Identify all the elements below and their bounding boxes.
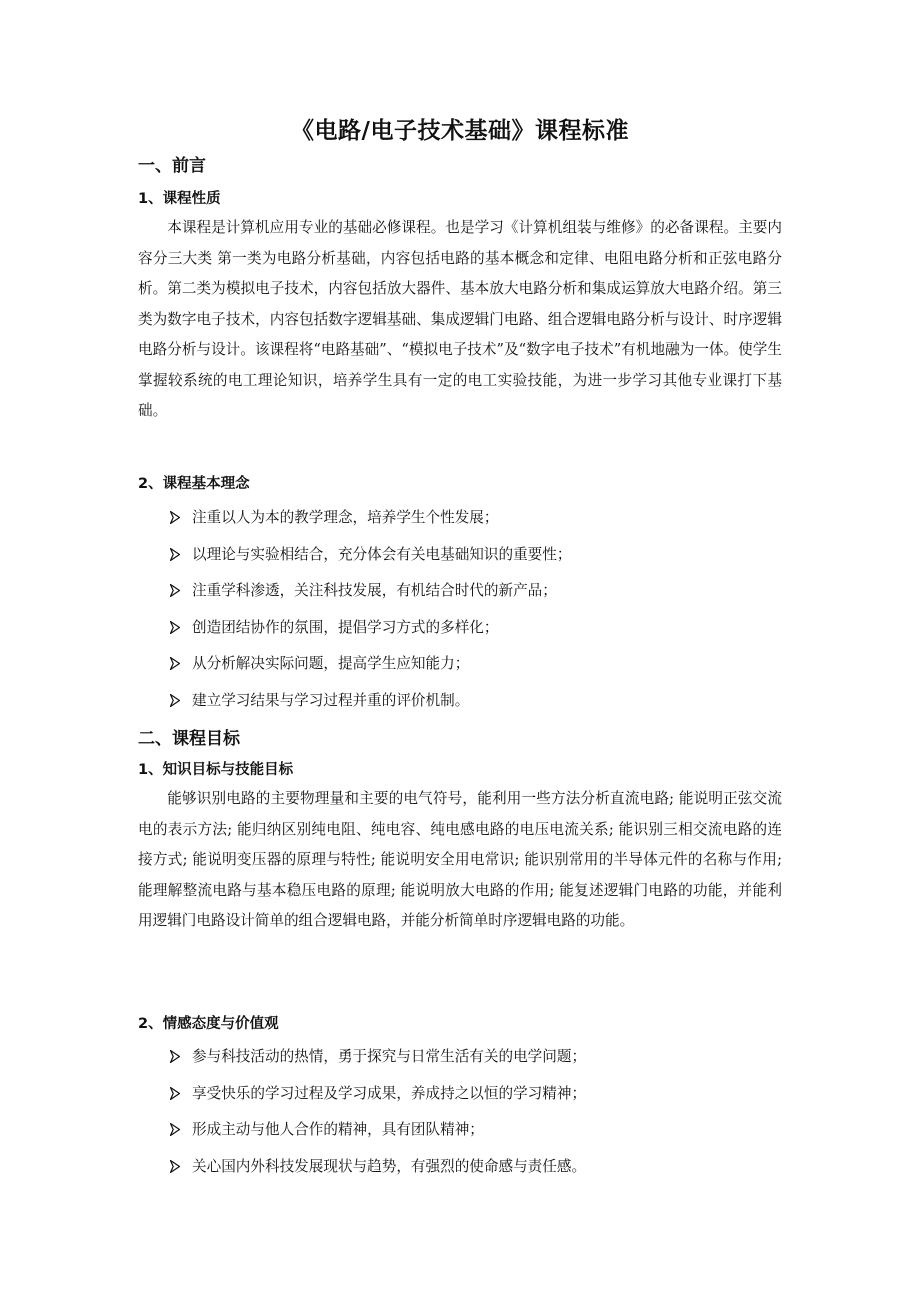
subsection-heading-course-nature: 1、课程性质 bbox=[138, 191, 221, 207]
arrow-bullet-icon bbox=[170, 1123, 180, 1136]
list-item-text: 关心国内外科技发展现状与趋势，有强烈的使命感与责任感。 bbox=[192, 1157, 587, 1175]
list-item bbox=[138, 1157, 782, 1194]
arrow-bullet-icon bbox=[170, 511, 180, 524]
list-item-text: 创造团结协作的氛围，提倡学习方式的多样化； bbox=[192, 618, 499, 636]
list-item bbox=[138, 1084, 782, 1121]
arrow-bullet-icon bbox=[170, 657, 180, 670]
list-item-text: 享受快乐的学习过程及学习成果，养成持之以恒的学习精神； bbox=[192, 1084, 587, 1102]
list-item-text: 以理论与实验相结合，充分体会有关电基础知识的重要性； bbox=[192, 545, 572, 563]
list-attitudes-values bbox=[138, 1047, 782, 1193]
arrow-bullet-icon bbox=[170, 1050, 180, 1063]
list-item-text: 从分析解决实际问题，提高学生应知能力； bbox=[192, 655, 470, 672]
page-title: 《电路/电子技术基础》课程标准 bbox=[291, 118, 629, 144]
arrow-bullet-icon bbox=[170, 1087, 180, 1100]
arrow-bullet-icon bbox=[170, 584, 180, 597]
subsection-heading-basic-concepts: 2、课程基本理念 bbox=[138, 476, 250, 492]
paragraph-course-nature: 本课程是计算机应用专业的基础必修课程。也是学习《计算机组装与维修》的必备课程。主要内容分三大类 第一类为电路分析基础，内容包括电路的基本概念和定律、电阻电路分析和正弦电路分析。第二类为模拟电子技术，内容包括放大器件、基本放大电路分析和集成运算放大电路介绍。第三类为数字电子技术，内容包括数字逻辑基础、集成逻辑门电路、组合逻辑电路分析与设计、时序逻辑电路分析与设计。该课程将“电路基础”、“模拟电子技术”及“数字电子技术”有机地融为一体。使学生掌握较系统的电工理论知识，培养学生具有一定的电工实验技能，为进一步学习其他专业课打下基础。 bbox=[138, 219, 782, 419]
arrow-bullet-icon bbox=[170, 548, 180, 561]
subsection-heading-attitudes-values: 2、情感态度与价值观 bbox=[138, 1016, 279, 1032]
arrow-bullet-icon bbox=[170, 1160, 180, 1173]
paragraph-knowledge-skills: 能够识别电路的主要物理量和主要的电气符号，能利用一些方法分析直流电路; 能说明正弦交流电的表示方法; 能归纳区别纯电阻、纯电容、纯电感电路的电压电流关系; 能识别三相交流电路的连接方式; 能说明变压器的原理与特性; 能说明安全用电常识; 能识别常用的半导体元件的名称与作用; 能理解整流电路与基本稳压电路的原理; 能说明放大电路的作用; 能复述逻辑门电路的功能，并能利用逻辑门电路设计简单的组合逻辑电路，并能分析简单时序逻辑电路的功能。 bbox=[138, 790, 782, 929]
list-item bbox=[138, 581, 782, 618]
list-item-text: 注重以人为本的教学理念，培养学生个性发展； bbox=[192, 509, 499, 526]
list-item-text: 建立学习结果与学习过程并重的评价机制。 bbox=[192, 691, 470, 709]
arrow-bullet-icon bbox=[170, 621, 180, 634]
list-item bbox=[138, 618, 782, 655]
section-heading-preface: 一、前言 bbox=[138, 156, 206, 176]
list-basic-concepts bbox=[138, 508, 782, 727]
list-item-text: 注重学科渗透，关注科技发展，有机结合时代的新产品； bbox=[192, 582, 557, 599]
list-item-text: 参与科技活动的热情，勇于探究与日常生活有关的电学问题； bbox=[192, 1048, 587, 1065]
list-item-text: 形成主动与他人合作的精神，具有团队精神； bbox=[192, 1121, 484, 1138]
section-heading-course-goals: 二、课程目标 bbox=[138, 729, 240, 749]
list-item bbox=[138, 1120, 782, 1157]
subsection-heading-knowledge-skills: 1、知识目标与技能目标 bbox=[138, 762, 294, 778]
list-item bbox=[138, 654, 782, 691]
arrow-bullet-icon bbox=[170, 694, 180, 707]
list-item bbox=[138, 545, 782, 582]
list-item bbox=[138, 1047, 782, 1084]
list-item bbox=[138, 508, 782, 545]
list-item bbox=[138, 691, 782, 728]
